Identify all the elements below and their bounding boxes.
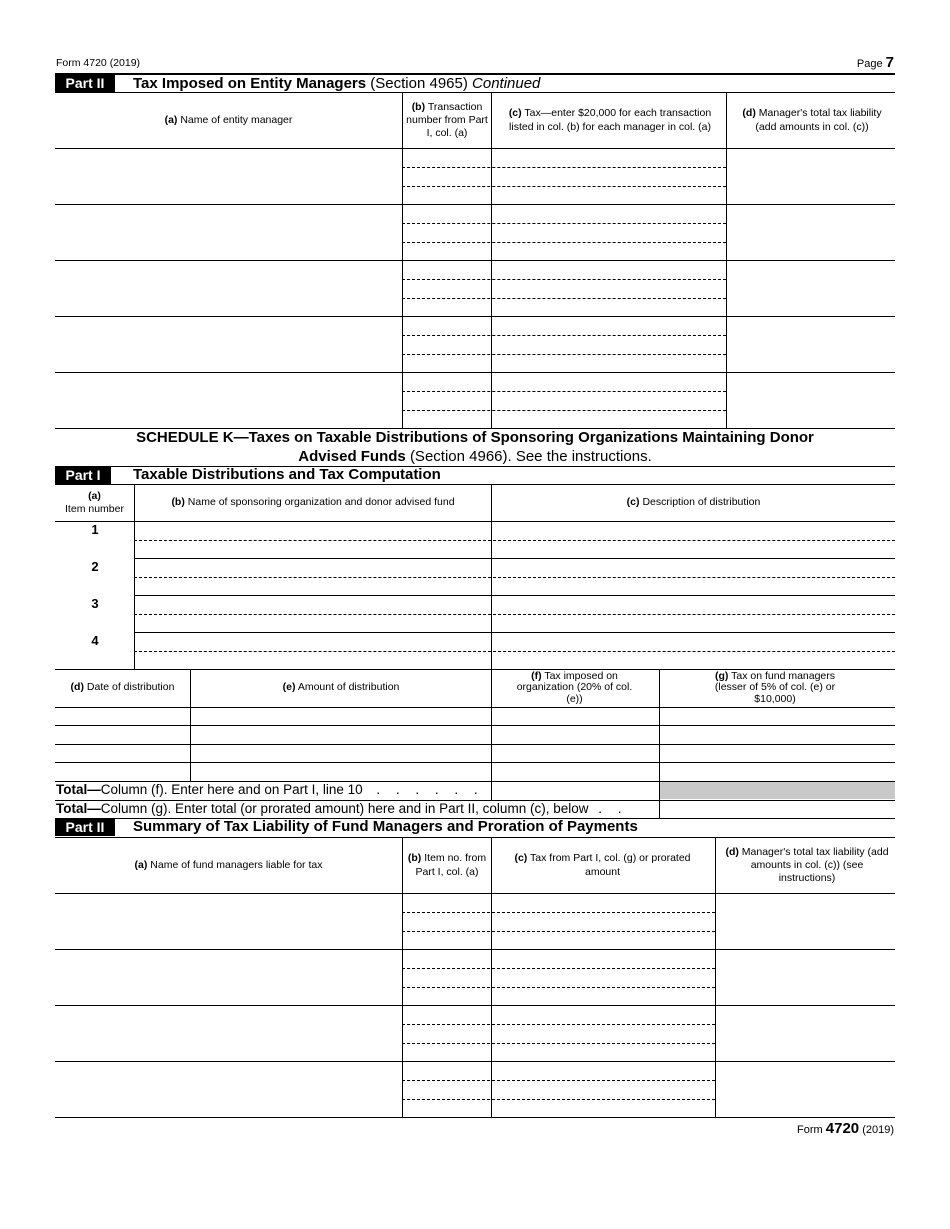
dashed-line: [402, 1099, 715, 1100]
dashed-line: [402, 167, 726, 168]
entity-manager-name-field[interactable]: [56, 149, 401, 204]
part2-tag: Part II: [55, 75, 115, 92]
page-label: Page: [856, 58, 883, 70]
dashed-line: [402, 1024, 715, 1025]
row-separator: [55, 707, 895, 708]
part2-col-d-header: (d) Manager's total tax liability (add amounts in col. (c)): [742, 107, 882, 133]
entity-manager-name-field[interactable]: [56, 205, 401, 260]
dashed-line: [402, 391, 726, 392]
part1-col-d-header: (d) Date of distribution: [70, 681, 175, 694]
summary-divider-bc: [491, 837, 492, 1117]
dashed-line: [402, 354, 726, 355]
form-label: Form 4720 (2019): [56, 57, 141, 69]
part2-col-b-header: (b) Transaction number from Part I, col. (a): [406, 100, 488, 140]
sponsoring-org-field[interactable]: [135, 633, 490, 668]
schedule-k-title: SCHEDULE K—Taxes on Taxable Distributions of Sponsoring Organizations Maintaining Donor Advised Funds (Section 4966). See the instructions.: [136, 429, 814, 465]
total-g-line: Total—Column (g). Enter total (or prorated amount) here and in Part II, column (c), below . .: [56, 801, 628, 816]
summary-col-c-header: (c) Tax from Part I, col. (g) or prorated amount: [514, 852, 691, 878]
total-f-amount[interactable]: [492, 782, 658, 799]
fund-manager-name-field[interactable]: [56, 950, 401, 1005]
dashed-line: [402, 186, 726, 187]
row-separator: [55, 204, 895, 205]
row-separator: [55, 260, 895, 261]
part1-col-a-header: (a) Item number: [65, 489, 124, 515]
part1-col-b-header: (b) Name of sponsoring organization and donor advised fund: [171, 496, 455, 509]
dashed-line: [402, 242, 726, 243]
fund-manager-name-field[interactable]: [56, 1006, 401, 1061]
fund-manager-name-field[interactable]: [56, 894, 401, 949]
row-separator: [55, 949, 895, 950]
dashed-line: [402, 1043, 715, 1044]
summary-divider-ab: [402, 837, 403, 1117]
entity-manager-name-field[interactable]: [56, 317, 401, 372]
item-number: 3: [91, 596, 99, 611]
part1-col-c-header: (c) Description of distribution: [626, 496, 761, 509]
shaded-cell: [660, 782, 895, 799]
summary-col-d-header: (d) Manager's total tax liability (add amounts in col. (c)) (see instructions): [725, 845, 889, 885]
dashed-line: [402, 223, 726, 224]
footer-form-id: Form 4720 (2019): [797, 1120, 894, 1137]
sponsoring-org-field[interactable]: [135, 559, 490, 594]
total-g-amount[interactable]: [660, 801, 894, 818]
part2-col-a-header: (a) Name of entity manager: [164, 113, 293, 126]
part1-title: Taxable Distributions and Tax Computation: [133, 466, 441, 483]
dashed-line: [402, 298, 726, 299]
summary-col-b-header: (b) Item no. from Part I, col. (a): [407, 852, 487, 878]
summary-bottom-rule: [55, 1117, 895, 1118]
sponsoring-org-field[interactable]: [135, 596, 490, 631]
entity-manager-name-field[interactable]: [56, 261, 401, 316]
dashed-line: [402, 279, 726, 280]
part2-summary-title: Summary of Tax Liability of Fund Managers and Proration of Payments: [133, 818, 638, 835]
distribution-description-field[interactable]: [492, 596, 894, 631]
row-separator: [55, 1005, 895, 1006]
page-indicator: [857, 54, 894, 71]
item-number: 2: [91, 559, 99, 574]
page-number: 7: [885, 54, 894, 71]
part2-title: Tax Imposed on Entity Managers (Section 4965) Continued: [133, 75, 541, 92]
part1-col-f-header: (f) Tax imposed on organization (20% of col. (e)): [516, 670, 633, 705]
row-separator: [55, 744, 895, 745]
part1-col-g-header: (g) Tax on fund managers (lesser of 5% of col. (e) or $10,000): [714, 670, 836, 705]
distribution-description-field[interactable]: [492, 522, 894, 557]
dashed-line: [402, 968, 715, 969]
row-separator: [55, 316, 895, 317]
dashed-line: [402, 912, 715, 913]
sponsoring-org-field[interactable]: [135, 522, 490, 557]
item-number: 4: [91, 633, 99, 648]
part2-summary-tag: Part II: [55, 819, 115, 836]
row-separator: [55, 762, 895, 763]
row-separator: [55, 372, 895, 373]
item-number: 1: [91, 522, 99, 537]
row-separator: [55, 1061, 895, 1062]
summary-divider-cd: [715, 837, 716, 1117]
dashed-line: [402, 931, 715, 932]
dashed-line: [402, 987, 715, 988]
dashed-line: [402, 335, 726, 336]
total-f-line: Total—Column (f). Enter here and on Part I, line 10 . . . . . .: [56, 782, 484, 797]
part1-col-e-header: (e) Amount of distribution: [282, 681, 400, 694]
dashed-line: [402, 1080, 715, 1081]
distribution-description-field[interactable]: [492, 633, 894, 668]
dashed-line: [402, 410, 726, 411]
row-separator: [55, 725, 895, 726]
entity-manager-name-field[interactable]: [56, 373, 401, 427]
part2-col-c-header: (c) Tax—enter $20,000 for each transaction listed in col. (b) for each manager in col. (a): [508, 107, 712, 133]
summary-col-a-header: (a) Name of fund managers liable for tax: [134, 858, 323, 871]
distribution-description-field[interactable]: [492, 559, 894, 594]
part1-tag: Part I: [55, 467, 111, 484]
fund-manager-name-field[interactable]: [56, 1062, 401, 1116]
